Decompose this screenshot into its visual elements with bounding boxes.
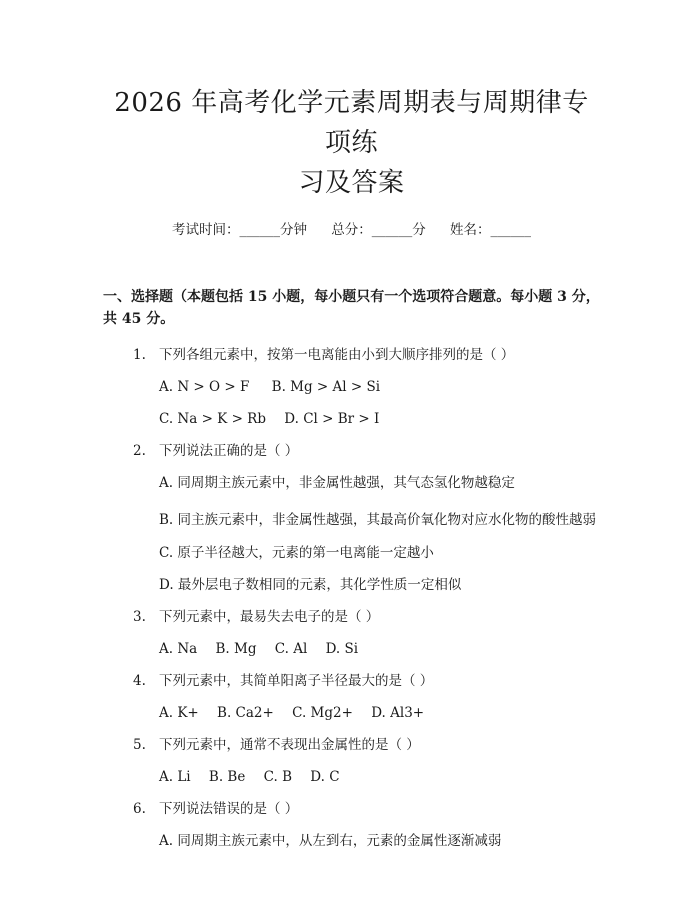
option-c: C. B <box>263 769 292 785</box>
option-c: C. Al <box>274 641 308 657</box>
question-stem: 下列说法错误的是（ ） <box>159 801 299 817</box>
question-stem: 下列各组元素中，按第一电离能由小到大顺序排列的是（ ） <box>159 347 515 363</box>
question-5 <box>103 735 600 787</box>
option-row <box>103 703 600 723</box>
document-title <box>103 0 600 203</box>
option-d: D. 最外层电子数相同的元素，其化学性质一定相似 <box>159 577 462 593</box>
option-row <box>103 767 600 787</box>
exam-meta <box>103 220 600 240</box>
option-d: D. Si <box>325 641 359 657</box>
option-row <box>103 639 600 659</box>
option-d: D. Cl > Br > I <box>284 411 380 427</box>
question-stem: 下列元素中，其简单阳离子半径最大的是（ ） <box>159 673 434 689</box>
question-stem: 下列说法正确的是（ ） <box>159 443 299 459</box>
section-heading: 一、选择题（本题包括 15 小题，每小题只有一个选项符合题意。每小题 3 分，共 45 分。 <box>103 289 600 327</box>
option-row <box>103 409 600 429</box>
question-number: 3. <box>133 609 146 625</box>
title-line-2: 习及答案 <box>298 168 405 198</box>
question-number: 6. <box>133 801 146 817</box>
question-6 <box>103 799 600 851</box>
question-number: 4. <box>133 673 146 689</box>
option-d: D. Al3+ <box>371 705 425 721</box>
title-line-1: 2026 年高考化学元素周期表与周期律专项练 <box>114 88 589 158</box>
question-3 <box>103 607 600 659</box>
option-c: C. Mg2+ <box>292 705 353 721</box>
question-number: 2. <box>133 443 146 459</box>
student-name: 姓名：______ <box>450 222 532 238</box>
option-a: A. K+ <box>159 705 199 721</box>
question-2 <box>103 441 600 595</box>
option-b: B. 同主族元素中，非金属性越强，其最高价氧化物对应水化物的酸性越弱 <box>159 512 597 528</box>
question-number: 1. <box>133 347 146 363</box>
option-a: A. 同周期主族元素中，非金属性越强，其气态氢化物越稳定 <box>159 475 515 491</box>
option-c: C. 原子半径越大，元素的第一电离能一定越小 <box>159 545 434 561</box>
question-number: 5. <box>133 737 146 753</box>
question-1 <box>103 345 600 429</box>
question-4 <box>103 671 600 723</box>
option-a: A. N > O > F <box>159 379 250 395</box>
option-row <box>103 377 600 397</box>
option-a: A. 同周期主族元素中，从左到右，元素的金属性逐渐减弱 <box>159 833 502 849</box>
option-b: B. Mg > Al > Si <box>271 379 381 395</box>
option-b: B. Ca2+ <box>217 705 274 721</box>
exam-score: 总分：______分 <box>331 222 426 238</box>
option-b: B. Mg <box>215 641 257 657</box>
option-b: B. Be <box>208 769 246 785</box>
option-a: A. Na <box>159 641 198 657</box>
question-stem: 下列元素中，通常不表现出金属性的是（ ） <box>159 737 420 753</box>
exam-time: 考试时间：______分钟 <box>171 222 307 238</box>
question-stem: 下列元素中，最易失去电子的是（ ） <box>159 609 380 625</box>
option-c: C. Na > K > Rb <box>159 411 266 427</box>
option-a: A. Li <box>159 769 191 785</box>
option-d: D. C <box>310 769 340 785</box>
